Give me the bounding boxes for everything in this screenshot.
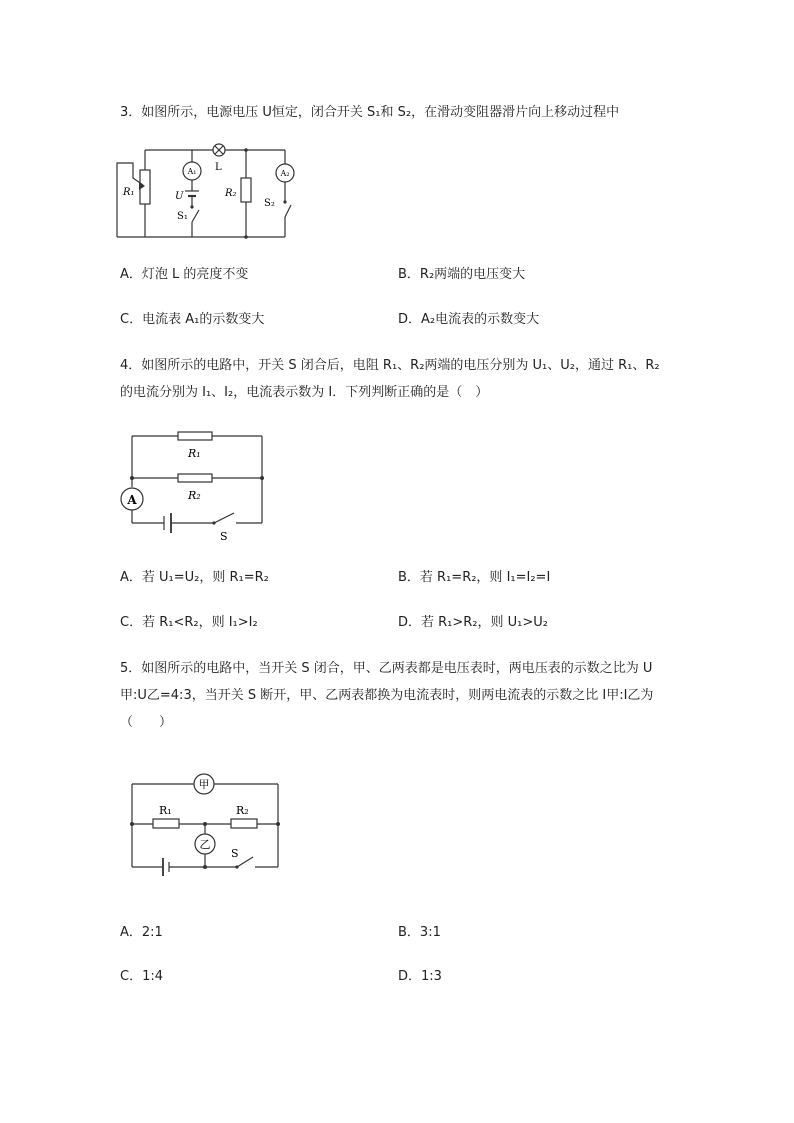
q4-stem-line2: 的电流分别为 I₁、I₂，电流表示数为 I．下列判断正确的是（ ） bbox=[120, 385, 489, 400]
q5-option-a[interactable]: A．2:1 bbox=[120, 925, 163, 940]
q3-circuit-diagram bbox=[115, 140, 295, 245]
q5-option-b[interactable]: B．3:1 bbox=[398, 925, 441, 940]
q3-label-source: U bbox=[175, 191, 184, 202]
q4-label-r2: R₂ bbox=[188, 489, 201, 502]
q3-label-a2: A₂ bbox=[280, 169, 290, 178]
q3-option-d[interactable]: D．A₂电流表的示数变大 bbox=[398, 312, 540, 327]
q3-option-b[interactable]: B．R₂两端的电压变大 bbox=[398, 267, 526, 282]
q5-label-r1: R₁ bbox=[159, 804, 172, 817]
q4-label-r1: R₁ bbox=[188, 447, 201, 460]
q5-stem-line2: 甲:U乙=4:3，当开关 S 断开，甲、乙两表都换为电流表时，则两电流表的示数之比 I甲:I乙为 bbox=[120, 688, 654, 703]
q3-label-s1: S₁ bbox=[177, 211, 188, 222]
q5-label-meter-yi: 乙 bbox=[199, 838, 211, 851]
q4-stem-line1: 4．如图所示的电路中，开关 S 闭合后，电阻 R₁、R₂两端的电压分别为 U₁、U₂，通过 R₁、R₂ bbox=[120, 358, 660, 373]
q3-label-s2: S₂ bbox=[264, 198, 275, 209]
q3-option-c[interactable]: C．电流表 A₁的示数变大 bbox=[120, 312, 265, 327]
q4-option-a[interactable]: A．若 U₁=U₂，则 R₁=R₂ bbox=[120, 570, 269, 585]
q5-label-meter-jia: 甲 bbox=[198, 778, 210, 791]
q5-stem bbox=[120, 655, 680, 736]
q5-option-d[interactable]: D．1:3 bbox=[398, 969, 442, 984]
q4-option-b[interactable]: B．若 R₁=R₂，则 I₁=I₂=I bbox=[398, 570, 551, 585]
q5-stem-line1: 5．如图所示的电路中，当开关 S 闭合，甲、乙两表都是电压表时，两电压表的示数之比为 U bbox=[120, 661, 653, 676]
q5-option-c[interactable]: C．1:4 bbox=[120, 969, 163, 984]
q3-label-r1: R₁ bbox=[123, 187, 135, 198]
q3-label-r2: R₂ bbox=[225, 188, 237, 199]
q4-option-d[interactable]: D．若 R₁>R₂，则 U₁>U₂ bbox=[398, 615, 549, 630]
q4-stem bbox=[120, 352, 680, 406]
q5-stem-line3: （ ） bbox=[120, 715, 173, 730]
q5-label-r2: R₂ bbox=[236, 804, 249, 817]
q3-stem: 3．如图所示，电源电压 U恒定，闭合开关 S₁和 S₂，在滑动变阻器滑片向上移动过程中 bbox=[120, 105, 620, 120]
q3-option-a[interactable]: A．灯泡 L 的亮度不变 bbox=[120, 267, 249, 282]
q4-label-ammeter: A bbox=[127, 493, 137, 507]
q3-label-lamp: L bbox=[215, 162, 222, 173]
q4-label-switch: S bbox=[220, 530, 228, 543]
q4-option-c[interactable]: C．若 R₁<R₂，则 I₁>I₂ bbox=[120, 615, 258, 630]
q4-circuit-diagram bbox=[118, 428, 268, 543]
q5-circuit-diagram bbox=[125, 772, 285, 882]
q3-label-a1: A₁ bbox=[187, 167, 197, 176]
q5-label-switch: S bbox=[231, 847, 239, 860]
